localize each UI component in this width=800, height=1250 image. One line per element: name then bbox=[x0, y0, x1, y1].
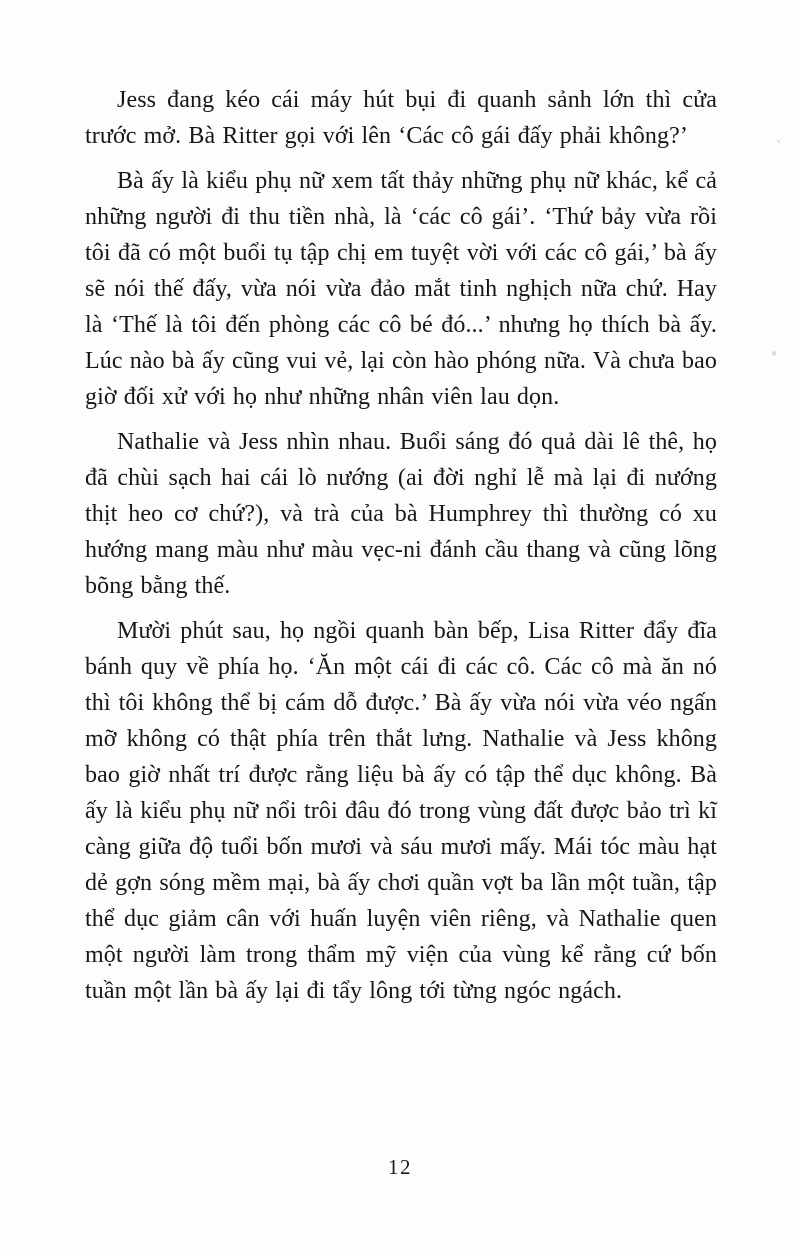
scan-artifact bbox=[772, 351, 776, 356]
paragraph-4: Mười phút sau, họ ngồi quanh bàn bếp, Lisa Ritter đẩy đĩa bánh quy về phía họ. ‘Ăn một cái đi các cô. Các cô mà ăn nó thì tôi không thể bị cám dỗ được.’ Bà ấy vừa nói vừa véo ngấn mỡ không có thật phía trên thắt lưng. Nathalie và Jess không bao giờ nhất trí được rằng liệu bà ấy có tập thể dục không. Bà ấy là kiểu phụ nữ nổi trôi đâu đó trong vùng đất được bảo trì kĩ càng giữa độ tuổi bốn mươi và sáu mươi mấy. Mái tóc màu hạt dẻ gợn sóng mềm mại, bà ấy chơi quần vợt ba lần một tuần, tập thể dục giảm cân với huấn luyện viên riêng, và Nathalie quen một người làm trong thẩm mỹ viện của vùng kể rằng cứ bốn tuần một lần bà ấy lại đi tẩy lông tới từng ngóc ngách. bbox=[85, 618, 717, 1004]
body-text bbox=[85, 82, 717, 1018]
paragraph-2: Bà ấy là kiểu phụ nữ xem tất thảy những phụ nữ khác, kể cả những người đi thu tiền nhà, là ‘các cô gái’. ‘Thứ bảy vừa rồi tôi đã có một buổi tụ tập chị em tuyệt vời với các cô gái,’ bà ấy sẽ nói thế đấy, vừa nói vừa đảo mắt tinh nghịch nữa chứ. Hay là ‘Thế là tôi đến phòng các cô bé đó...’ nhưng họ thích bà ấy. Lúc nào bà ấy cũng vui vẻ, lại còn hào phóng nữa. Và chưa bao giờ đối xử với họ như những nhân viên lau dọn. bbox=[85, 168, 717, 410]
scan-artifact bbox=[777, 140, 780, 143]
page-number: 12 bbox=[388, 1155, 412, 1179]
paragraph-1: Jess đang kéo cái máy hút bụi đi quanh sảnh lớn thì cửa trước mở. Bà Ritter gọi với lên ‘Các cô gái đấy phải không?’ bbox=[85, 87, 717, 149]
paragraph-3: Nathalie và Jess nhìn nhau. Buổi sáng đó quả dài lê thê, họ đã chùi sạch hai cái lò nướng (ai đời nghỉ lễ mà lại đi nướng thịt heo cơ chứ?), và trà của bà Humphrey thì thường có xu hướng mang màu như màu vẹc-ni đánh cầu thang và cũng lõng bõng bằng thế. bbox=[85, 429, 717, 599]
